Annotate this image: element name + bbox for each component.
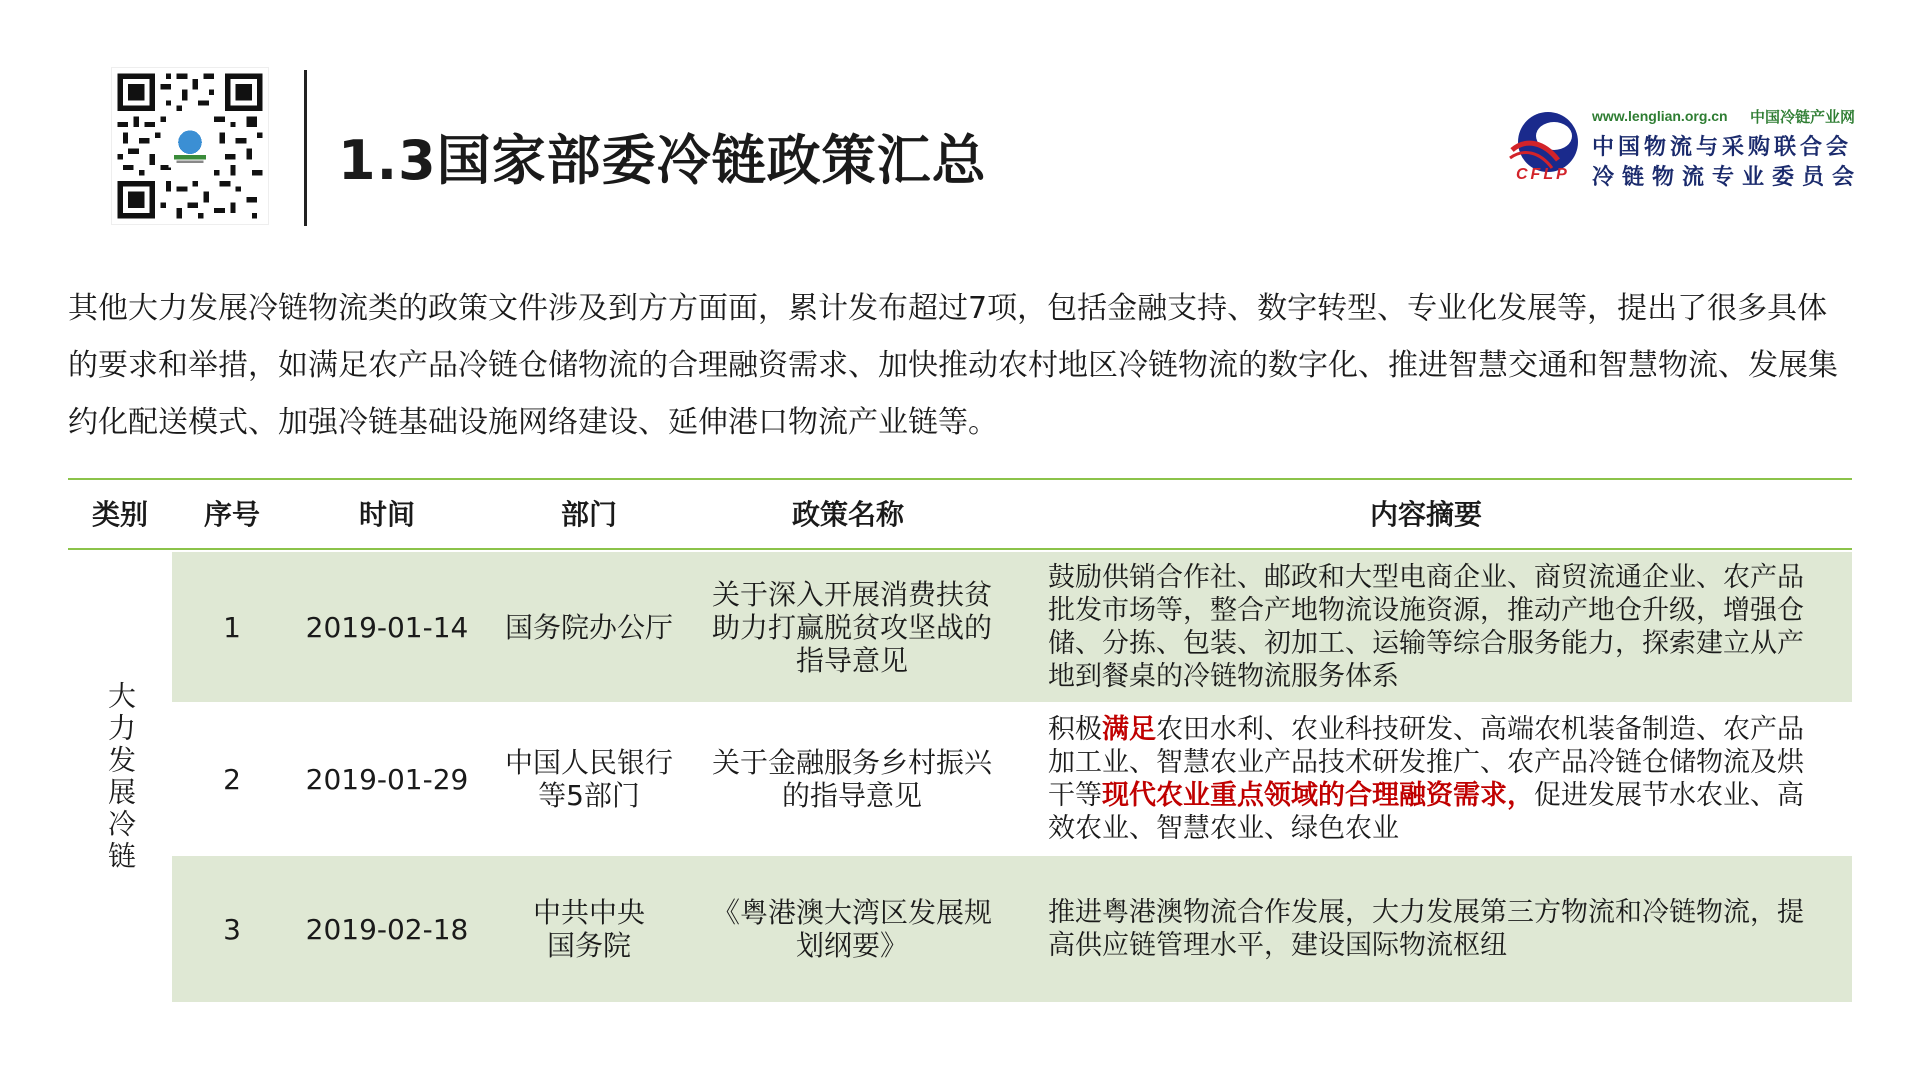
header-policy: 政策名称 [791, 498, 904, 531]
row-date: 2019-01-29 [305, 762, 469, 796]
category-label: 大力发展冷链 [104, 681, 137, 873]
row-summary: 鼓励供销合作社、邮政和大型电商企业、商贸流通企业、农产品批发市场等，整合产地物流设施资源，推动产地仓升级，增强仓储、分拣、包装、初加工、运输等综合服务能力，探索建立从产地到餐桌的冷链物流服务体系 [1048, 562, 1804, 692]
row-summary-text [1048, 713, 1828, 845]
row-policy: 关于金融服务乡村振兴的指导意见 [711, 746, 992, 812]
row-dept: 中共中央国务院 [532, 896, 645, 962]
table-top-rule [68, 478, 1852, 480]
cflp-logo [1500, 100, 1880, 200]
summary-highlight-2: 现代农业重点领域的合理融资需求， [1102, 780, 1534, 811]
page-title: 1.3国家部委冷链政策汇总 [338, 129, 987, 192]
summary-part-b: 农田水利、农业科技研发、高端农机装备制造、农产品加工业、智慧农业产品技术研发推广、农产品冷链仓储物流及烘干等 [1048, 714, 1804, 811]
table-header-row [68, 484, 1852, 546]
header-divider [304, 70, 307, 226]
intro-paragraph: 其他大力发展冷链物流类的政策文件涉及到方方面面，累计发布超过7项，包括金融支持、数字转型、专业化发展等，提出了很多具体的要求和举措，如满足农产品冷链仓储物流的合理融资需求、加快推动农村地区冷链物流的数字化、推进智慧交通和智慧物流、发展集约化配送模式、加强冷链基础设施网络建设、延伸港口物流产业链等。 [68, 291, 1838, 440]
logo-url: www.lenglian.org.cn [1592, 108, 1728, 124]
header-index: 序号 [203, 498, 260, 531]
header-summary: 内容摘要 [1369, 498, 1482, 531]
table-row [172, 856, 1852, 1002]
row-dept: 中国人民银行等5部门 [504, 746, 673, 812]
row-date: 2019-01-14 [305, 610, 469, 644]
logo-site-name: 中国冷链产业网 [1750, 108, 1856, 126]
row-date: 2019-02-18 [305, 912, 469, 946]
header-category: 类别 [91, 498, 148, 531]
logo-abbr: CFLP [1516, 166, 1570, 183]
summary-part-a: 积极 [1048, 714, 1102, 745]
row-summary [1048, 702, 1828, 856]
table-row [172, 552, 1852, 702]
header-date: 时间 [358, 498, 415, 531]
row-policy: 《粤港澳大湾区发展规划纲要》 [711, 896, 992, 962]
row-summary: 推进粤港澳物流合作发展，大力发展第三方物流和冷链物流，提高供应链管理水平，建设国际物流枢纽 [1048, 897, 1804, 961]
qr-code-icon [112, 68, 268, 224]
category-cell [68, 552, 172, 1002]
row-dept: 国务院办公厅 [504, 610, 673, 644]
summary-part-c: 促进发展节水农业、高效农业、智慧农业、绿色农业 [1048, 780, 1804, 844]
table-row [172, 702, 1852, 856]
header-dept: 部门 [560, 498, 617, 531]
row-index: 2 [223, 762, 241, 796]
row-index: 1 [223, 610, 241, 644]
logo-org-name: 中国物流与采购联合会 [1592, 135, 1853, 160]
table-header-rule [68, 548, 1852, 550]
row-index: 3 [223, 912, 241, 946]
row-policy: 关于深入开展消费扶贫助力打赢脱贫攻坚战的指导意见 [711, 577, 992, 677]
logo-committee-name: 冷链物流专业委员会 [1592, 165, 1863, 190]
summary-highlight-1: 满足 [1102, 714, 1156, 745]
